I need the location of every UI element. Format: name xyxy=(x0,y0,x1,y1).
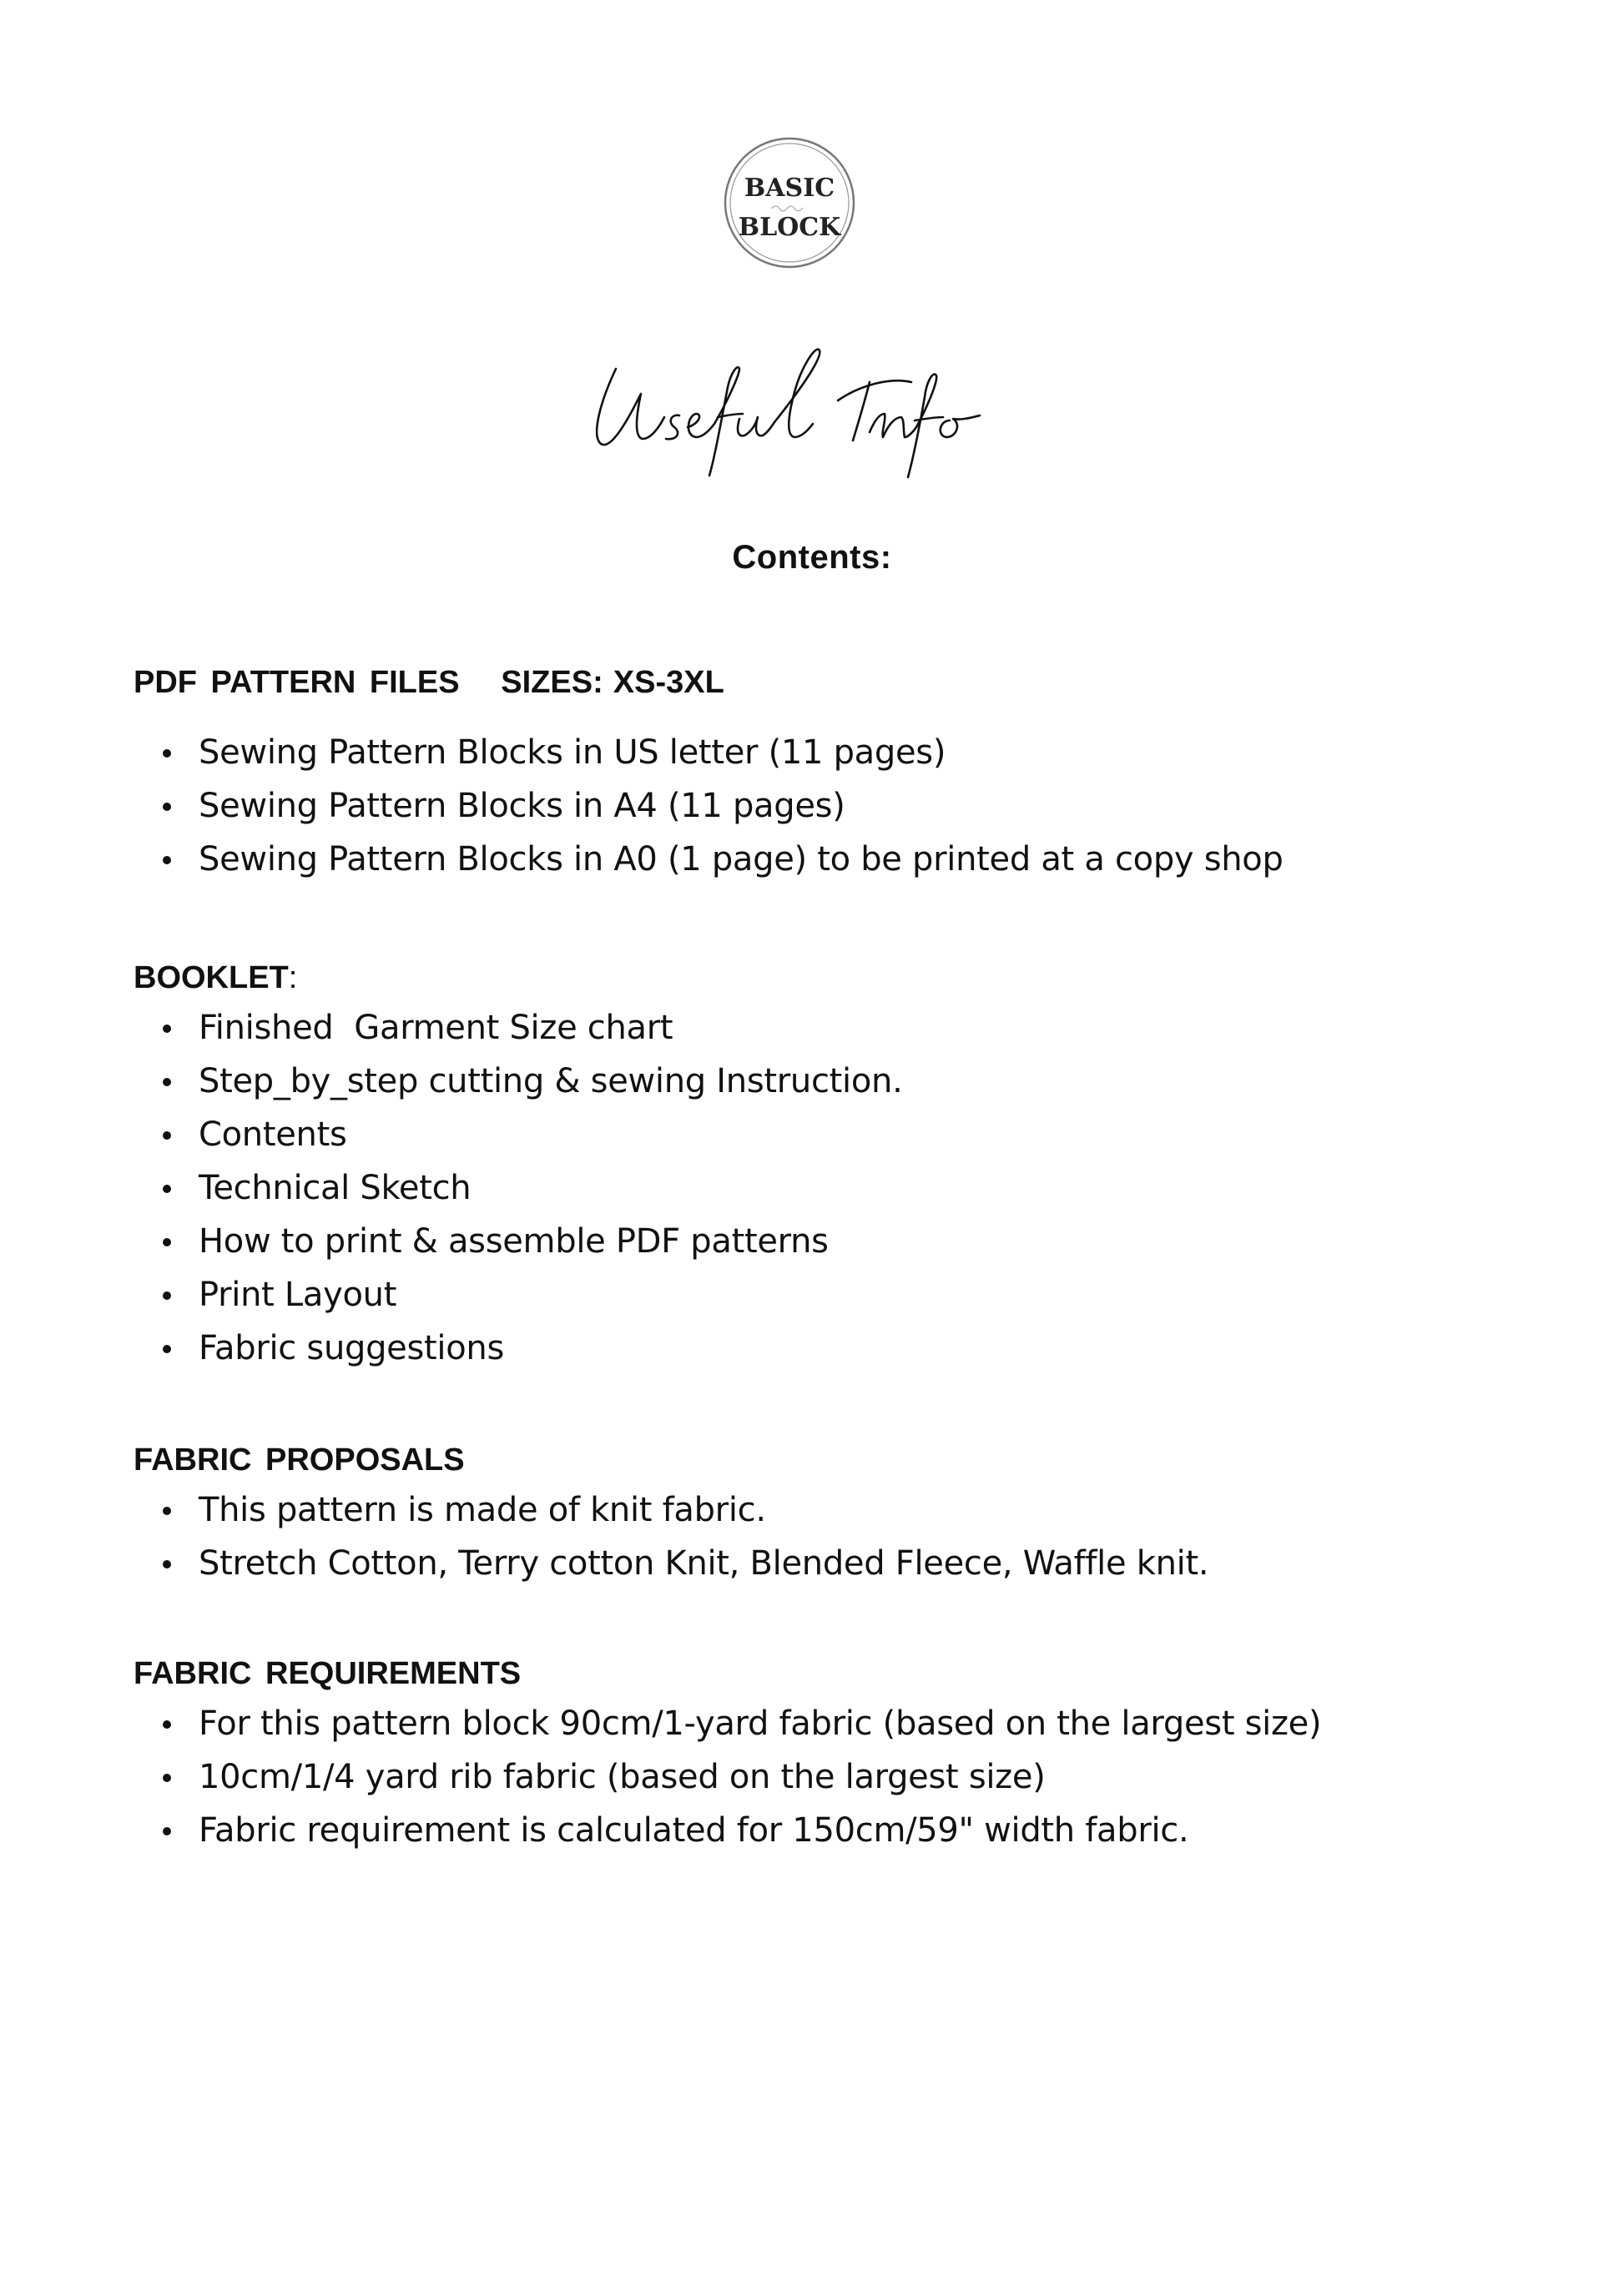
list-item-text: Sewing Pattern Blocks in US letter (11 pages) xyxy=(199,733,946,772)
list-item xyxy=(134,1161,1519,1215)
list-item xyxy=(134,726,1519,779)
bullet-icon xyxy=(163,1238,171,1246)
bullet-icon xyxy=(163,1507,171,1515)
list-item-text: 10cm/1/4 yard rib fabric (based on the largest size) xyxy=(199,1758,1046,1796)
list-item xyxy=(134,1268,1519,1322)
list-item-text: How to print & assemble PDF patterns xyxy=(199,1222,829,1261)
list-item-text: Fabric requirement is calculated for 150cm/59" width fabric. xyxy=(199,1811,1189,1850)
pdf-pattern-files-heading xyxy=(134,662,1519,702)
bullet-icon xyxy=(163,1131,171,1140)
sizes-value: XS-3XL xyxy=(613,665,724,700)
list-item xyxy=(134,1108,1519,1161)
bullet-icon xyxy=(163,856,171,864)
list-item-text: This pattern is made of knit fabric. xyxy=(199,1491,766,1529)
bullet-icon xyxy=(163,749,171,758)
bullet-icon xyxy=(163,1720,171,1729)
list-item xyxy=(134,833,1519,886)
booklet-section xyxy=(134,958,1519,1375)
fabric-requirements-heading: FABRIC REQUIREMENTS xyxy=(134,1656,522,1691)
booklet-heading xyxy=(134,958,1519,998)
list-item xyxy=(134,1001,1519,1055)
list-item xyxy=(134,1215,1519,1268)
list-item-text: Finished Garment Size chart xyxy=(199,1009,673,1047)
fabric-proposals-section xyxy=(134,1440,1519,1590)
fabric-proposals-list xyxy=(134,1483,1519,1590)
list-item xyxy=(134,1322,1519,1375)
list-item-text: Contents xyxy=(199,1115,347,1154)
list-item-text: Stretch Cotton, Terry cotton Knit, Blended Fleece, Waffle knit. xyxy=(199,1544,1209,1583)
list-item xyxy=(134,1697,1519,1750)
list-item-text: Print Layout xyxy=(199,1276,397,1314)
booklet-heading-text: BOOKLET xyxy=(134,960,289,995)
list-item xyxy=(134,1055,1519,1108)
bullet-icon xyxy=(163,1827,171,1835)
list-item-text: Sewing Pattern Blocks in A4 (11 pages) xyxy=(199,787,845,825)
fabric-requirements-section xyxy=(134,1654,1519,1857)
useful-info-script-heading xyxy=(576,334,1043,492)
bullet-icon xyxy=(163,1078,171,1086)
booklet-heading-colon: : xyxy=(288,960,298,995)
list-item xyxy=(134,779,1519,833)
pdf-pattern-files-section xyxy=(134,662,1519,886)
contents-title: Contents: xyxy=(732,539,892,576)
list-item-text: For this pattern block 90cm/1-yard fabric (based on the largest size) xyxy=(199,1704,1322,1743)
list-item xyxy=(134,1483,1519,1537)
bullet-icon xyxy=(163,1185,171,1193)
list-item xyxy=(134,1537,1519,1590)
fabric-requirements-list xyxy=(134,1697,1519,1857)
list-item-text: Step_by_step cutting & sewing Instruction. xyxy=(199,1062,903,1100)
list-item-text: Fabric suggestions xyxy=(199,1329,504,1367)
logo-text-bottom: BLOCK xyxy=(738,213,841,242)
logo-text-top: BASIC xyxy=(744,174,835,203)
list-item-text: Sewing Pattern Blocks in A0 (1 page) to be printed at a copy shop xyxy=(199,840,1284,879)
list-item xyxy=(134,1804,1519,1857)
bullet-icon xyxy=(163,1774,171,1782)
list-item-text: Technical Sketch xyxy=(199,1169,472,1207)
bullet-icon xyxy=(163,1345,171,1353)
brand-logo xyxy=(723,136,856,269)
bullet-icon xyxy=(163,1292,171,1300)
pdf-files-list xyxy=(134,726,1519,886)
booklet-list xyxy=(134,1001,1519,1375)
list-item xyxy=(134,1750,1519,1804)
pdf-heading-text: PDF PATTERN FILES xyxy=(134,665,460,700)
bullet-icon xyxy=(163,1025,171,1033)
bullet-icon xyxy=(163,1560,171,1568)
sizes-label: SIZES: xyxy=(501,665,603,700)
fabric-proposals-heading: FABRIC PROPOSALS xyxy=(134,1443,465,1478)
bullet-icon xyxy=(163,803,171,811)
